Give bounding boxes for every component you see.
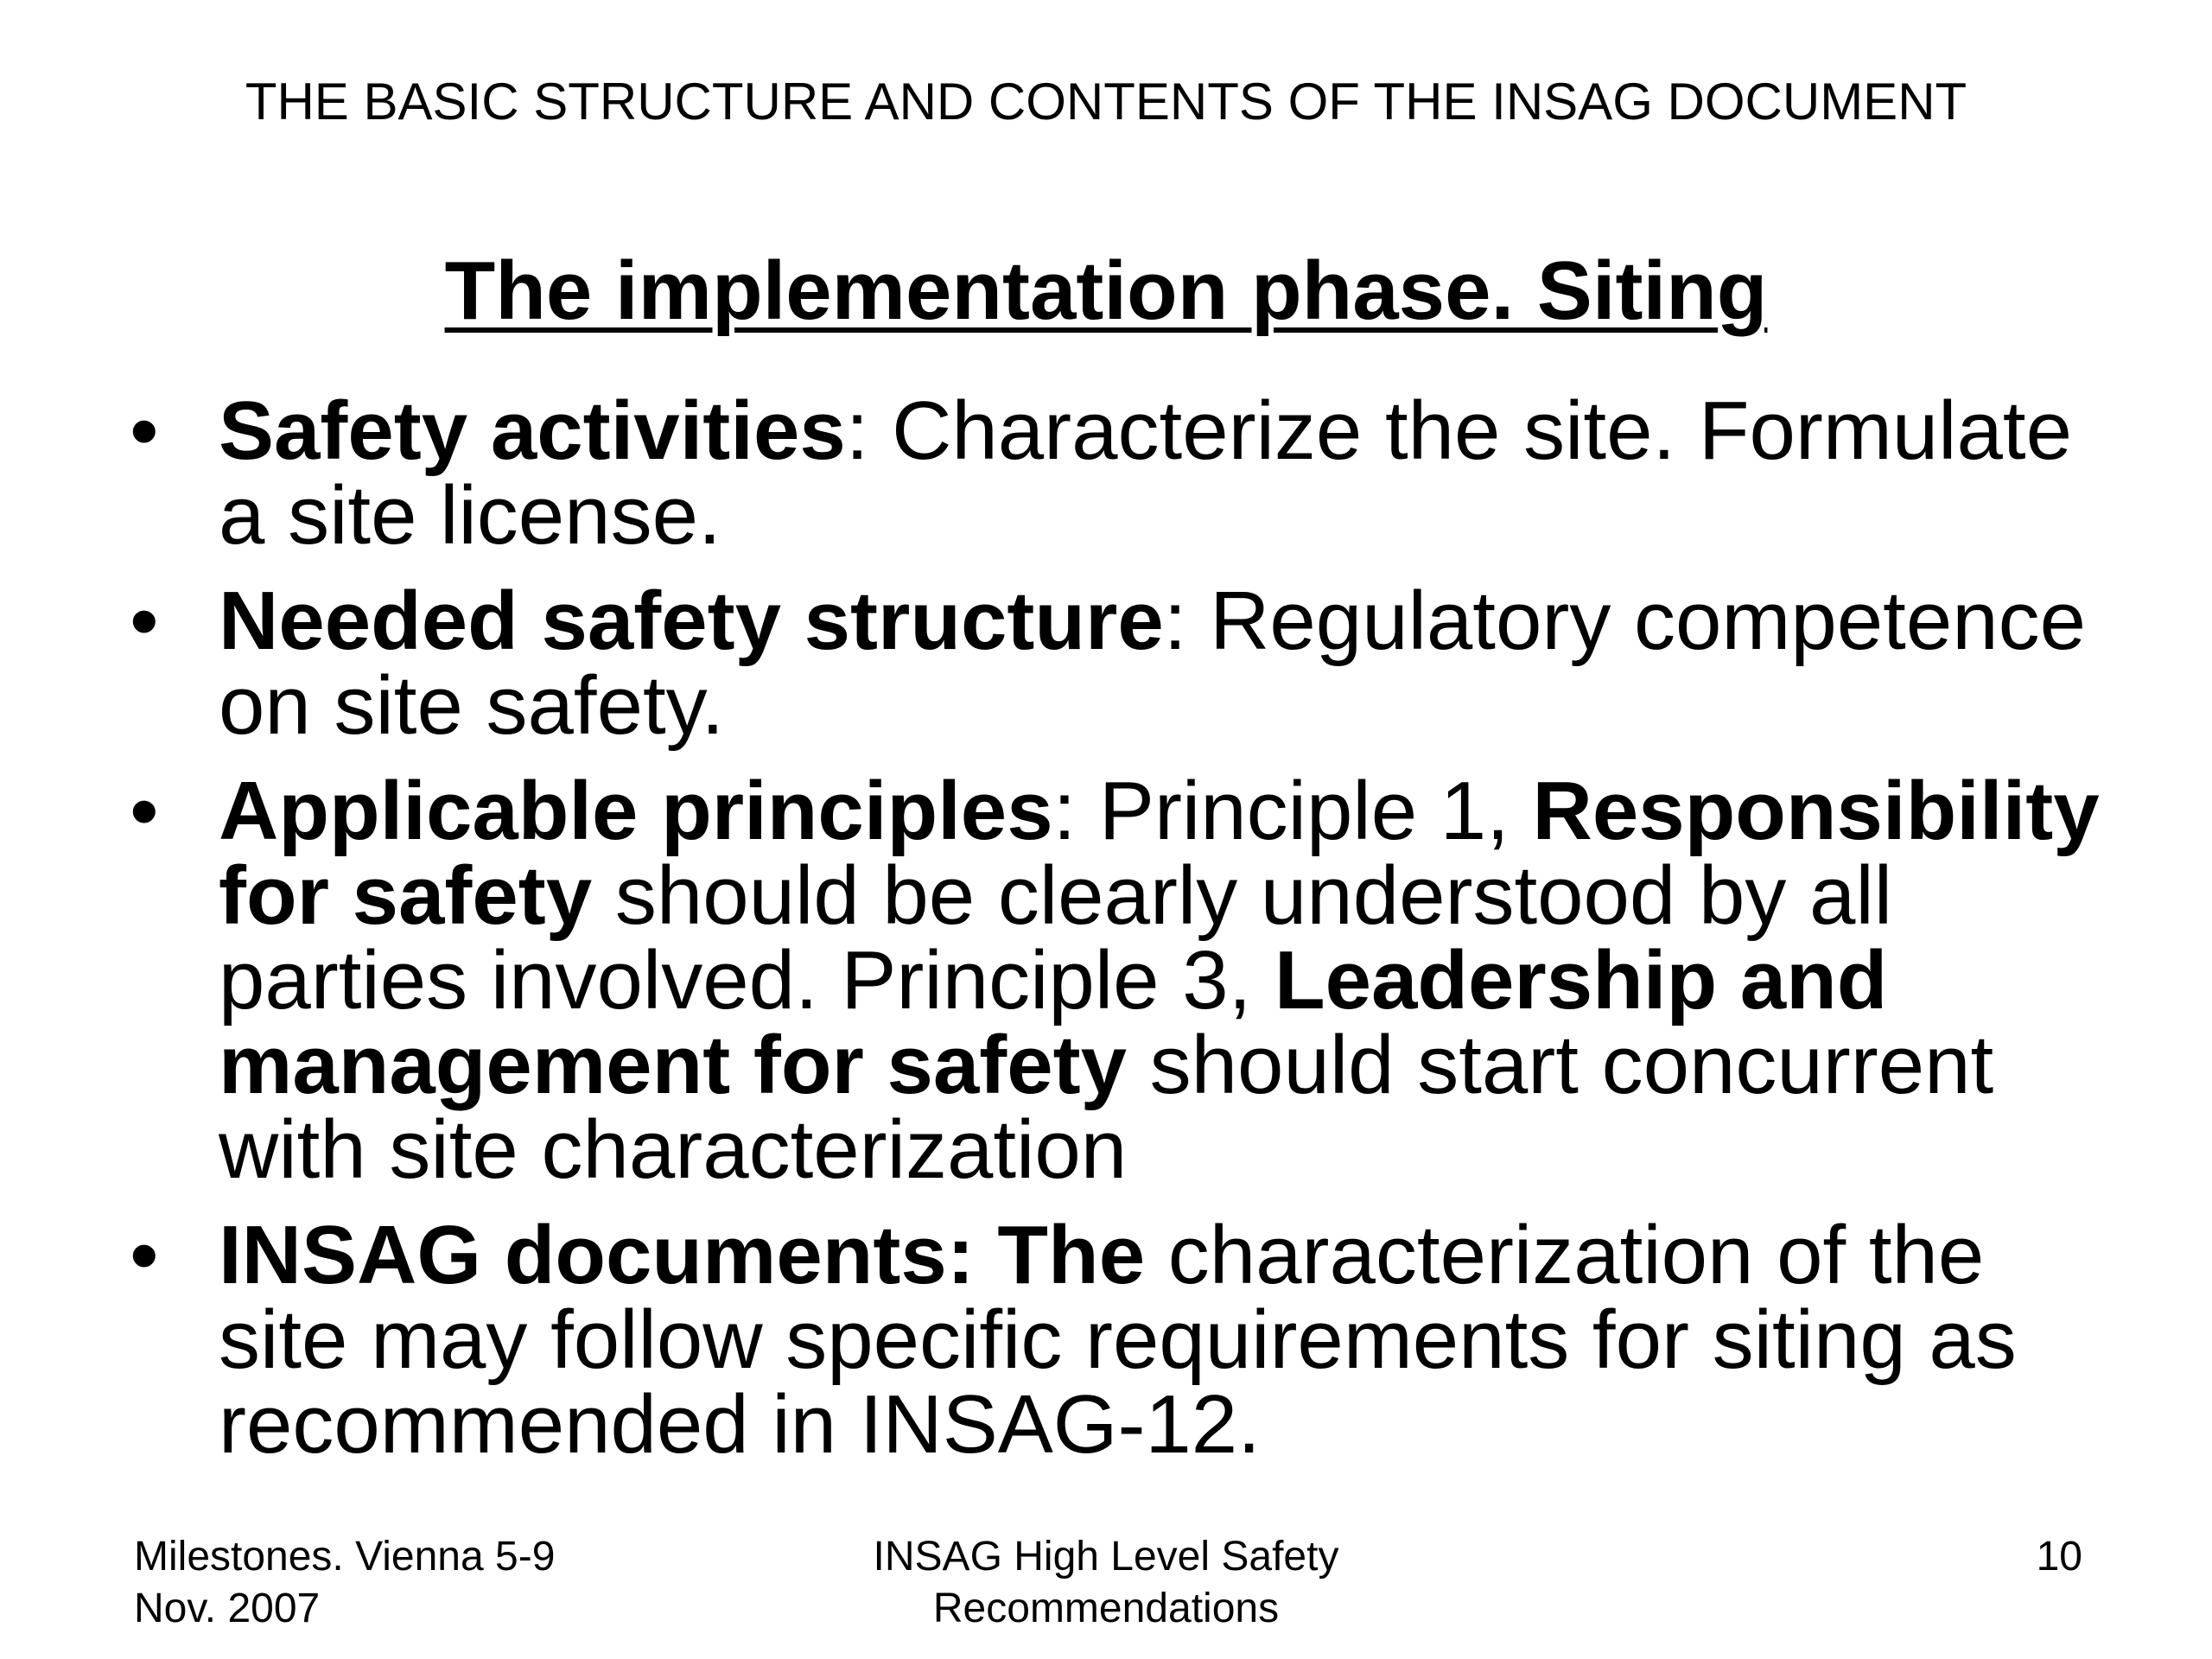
bullet-text: : Principle 1, bbox=[1052, 765, 1533, 857]
bullet-label: Needed safety structure bbox=[219, 575, 1164, 667]
bullet-label: INSAG documents: The bbox=[219, 1209, 1146, 1301]
bullet-item-safety-activities bbox=[130, 385, 2117, 562]
footer-title-line2: Recommendations bbox=[932, 1586, 1280, 1631]
bullet-label: Applicable principles bbox=[219, 765, 1053, 857]
bullet-item-needed-safety-structure bbox=[130, 575, 2117, 752]
bullet-text: : Regulatory competence on site safety. bbox=[219, 575, 2086, 752]
bullet-text: characterization of the site may follow specific requirements for siting as recommended in INSAG-12. bbox=[219, 1209, 2017, 1471]
slide-header: THE BASIC STRUCTURE AND CONTENTS OF THE INSAG DOCUMENT bbox=[245, 73, 1967, 130]
footer-event bbox=[134, 1531, 652, 1635]
bullet-icon: • bbox=[130, 765, 159, 857]
bullet-icon: • bbox=[130, 1209, 159, 1301]
bullet-icon: • bbox=[130, 385, 159, 477]
footer-event-line2: Nov. 2007 bbox=[134, 1586, 321, 1631]
footer-title bbox=[760, 1531, 1452, 1635]
bullet-item-insag-documents bbox=[130, 1209, 2117, 1471]
slide-title: The implementation phase. Siting bbox=[444, 245, 1768, 337]
bullet-text: should be clearly understood by all parties involved. Principle 3, bbox=[219, 849, 1893, 1027]
bullet-list bbox=[130, 385, 2117, 1488]
principle-3-name: Leadership and management for safety bbox=[219, 934, 1888, 1111]
bullet-icon: • bbox=[130, 575, 159, 667]
footer-event-line1: Milestones. Vienna 5-9 bbox=[134, 1534, 556, 1580]
bullet-label: Safety activities bbox=[219, 385, 846, 477]
bullet-text: : Characterize the site. Formulate a site license. bbox=[219, 385, 2072, 562]
page-number: 10 bbox=[2036, 1534, 2082, 1580]
bullet-item-applicable-principles bbox=[130, 765, 2117, 1196]
bullet-text: should start concurrent with site characterization bbox=[219, 1019, 1994, 1196]
principle-1-name: Responsibility for safety bbox=[219, 765, 2100, 942]
footer-title-line1: INSAG High Level Safety bbox=[873, 1534, 1339, 1580]
